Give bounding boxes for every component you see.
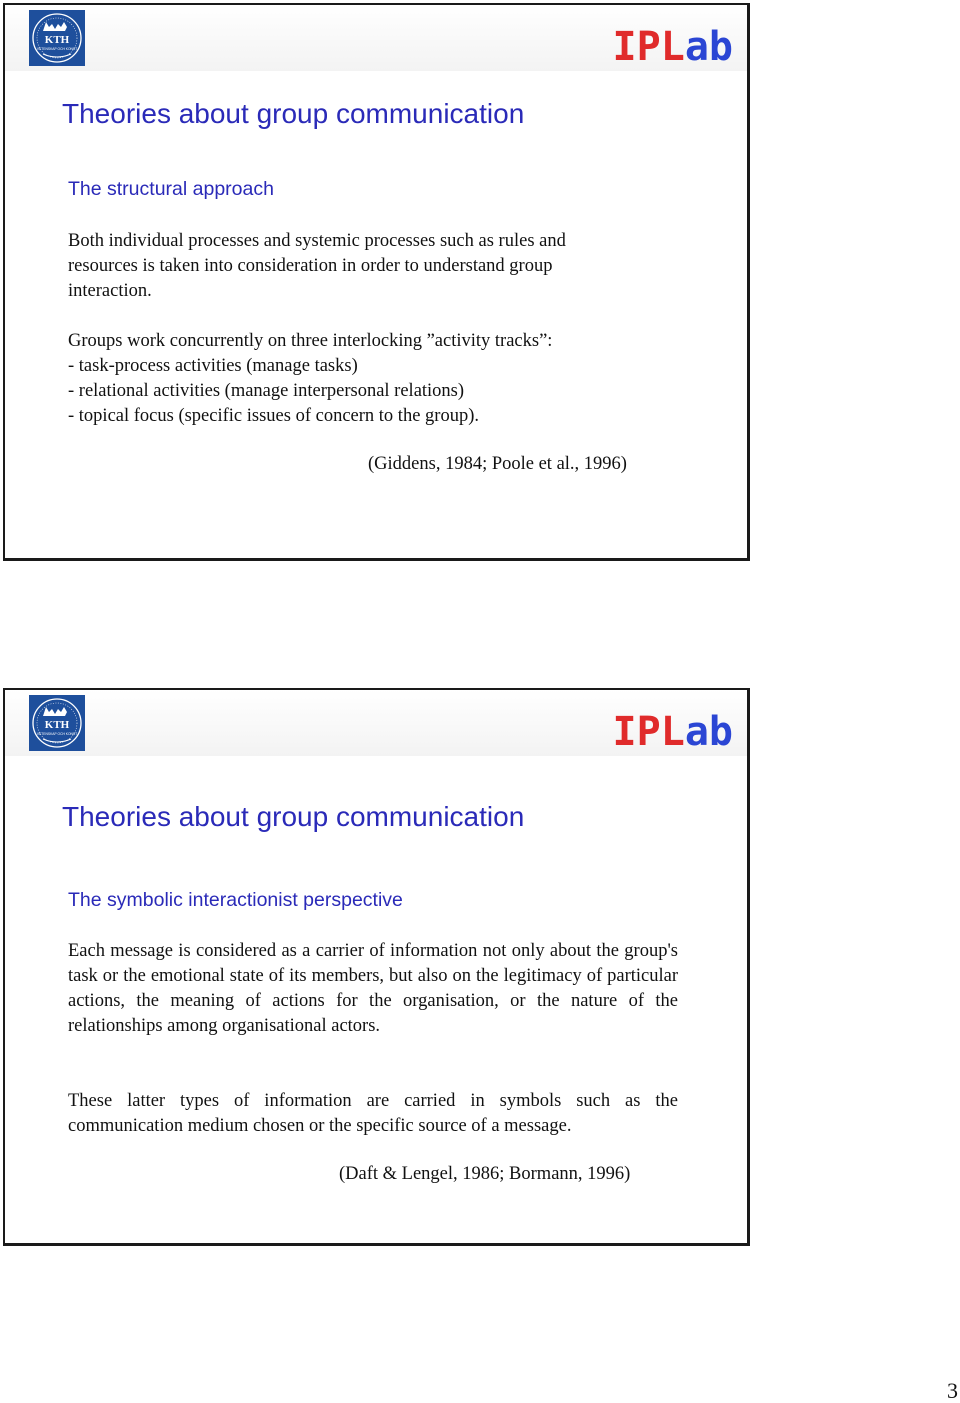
kth-logo (29, 695, 85, 751)
citation: (Daft & Lengel, 1986; Bormann, 1996) (339, 1164, 631, 1184)
slide-title: Theories about group communication (62, 801, 525, 832)
slide-structural-approach (3, 3, 750, 561)
kth-logo-text: KTH (44, 34, 70, 46)
iplab-logo: IPLab (612, 709, 733, 755)
kth-logo (29, 10, 85, 66)
slide-header (5, 690, 747, 756)
paragraph-activity-tracks: Groups work concurrently on three interlocking ”activity tracks”: - task-process activities (manage tasks) - relational activities (manage interpersonal relations) - topical focus (specific issues of concern to the group). (68, 329, 678, 429)
kth-logo-subtext: VETENSKAP OCH KONST (36, 47, 78, 51)
list-item: - topical focus (specific issues of concern to the group). (68, 406, 479, 426)
iplab-logo: IPLab (612, 24, 733, 70)
paragraph-message-carrier: Each message is considered as a carrier of information not only about the group's task or the emotional state of its members, but also on the legitimacy of particular actions, the meaning of actions for the organisation, or the nature of the relationships among organisational actors. (68, 941, 678, 1036)
slide-title: Theories about group communication (62, 98, 525, 129)
paragraph-structural-intro: Both individual processes and systemic processes such as rules and resources is taken into consideration in order to understand group interaction. (68, 231, 566, 301)
list-item: - relational activities (manage interpersonal relations) (68, 381, 465, 401)
slide-subtitle: The symbolic interactionist perspective (68, 889, 403, 911)
kth-logo-text: KTH (44, 719, 70, 731)
slide-subtitle: The structural approach (68, 178, 274, 200)
page-number: 3 (947, 1378, 958, 1403)
slide-symbolic-interactionist (3, 688, 750, 1246)
citation: (Giddens, 1984; Poole et al., 1996) (368, 454, 627, 474)
kth-logo-subtext: VETENSKAP OCH KONST (36, 732, 78, 736)
paragraph-symbols: These latter types of information are carried in symbols such as the communication medium chosen or the specific source of a message. (68, 1091, 678, 1136)
slide-header (5, 5, 747, 71)
list-item: - task-process activities (manage tasks) (68, 356, 358, 376)
